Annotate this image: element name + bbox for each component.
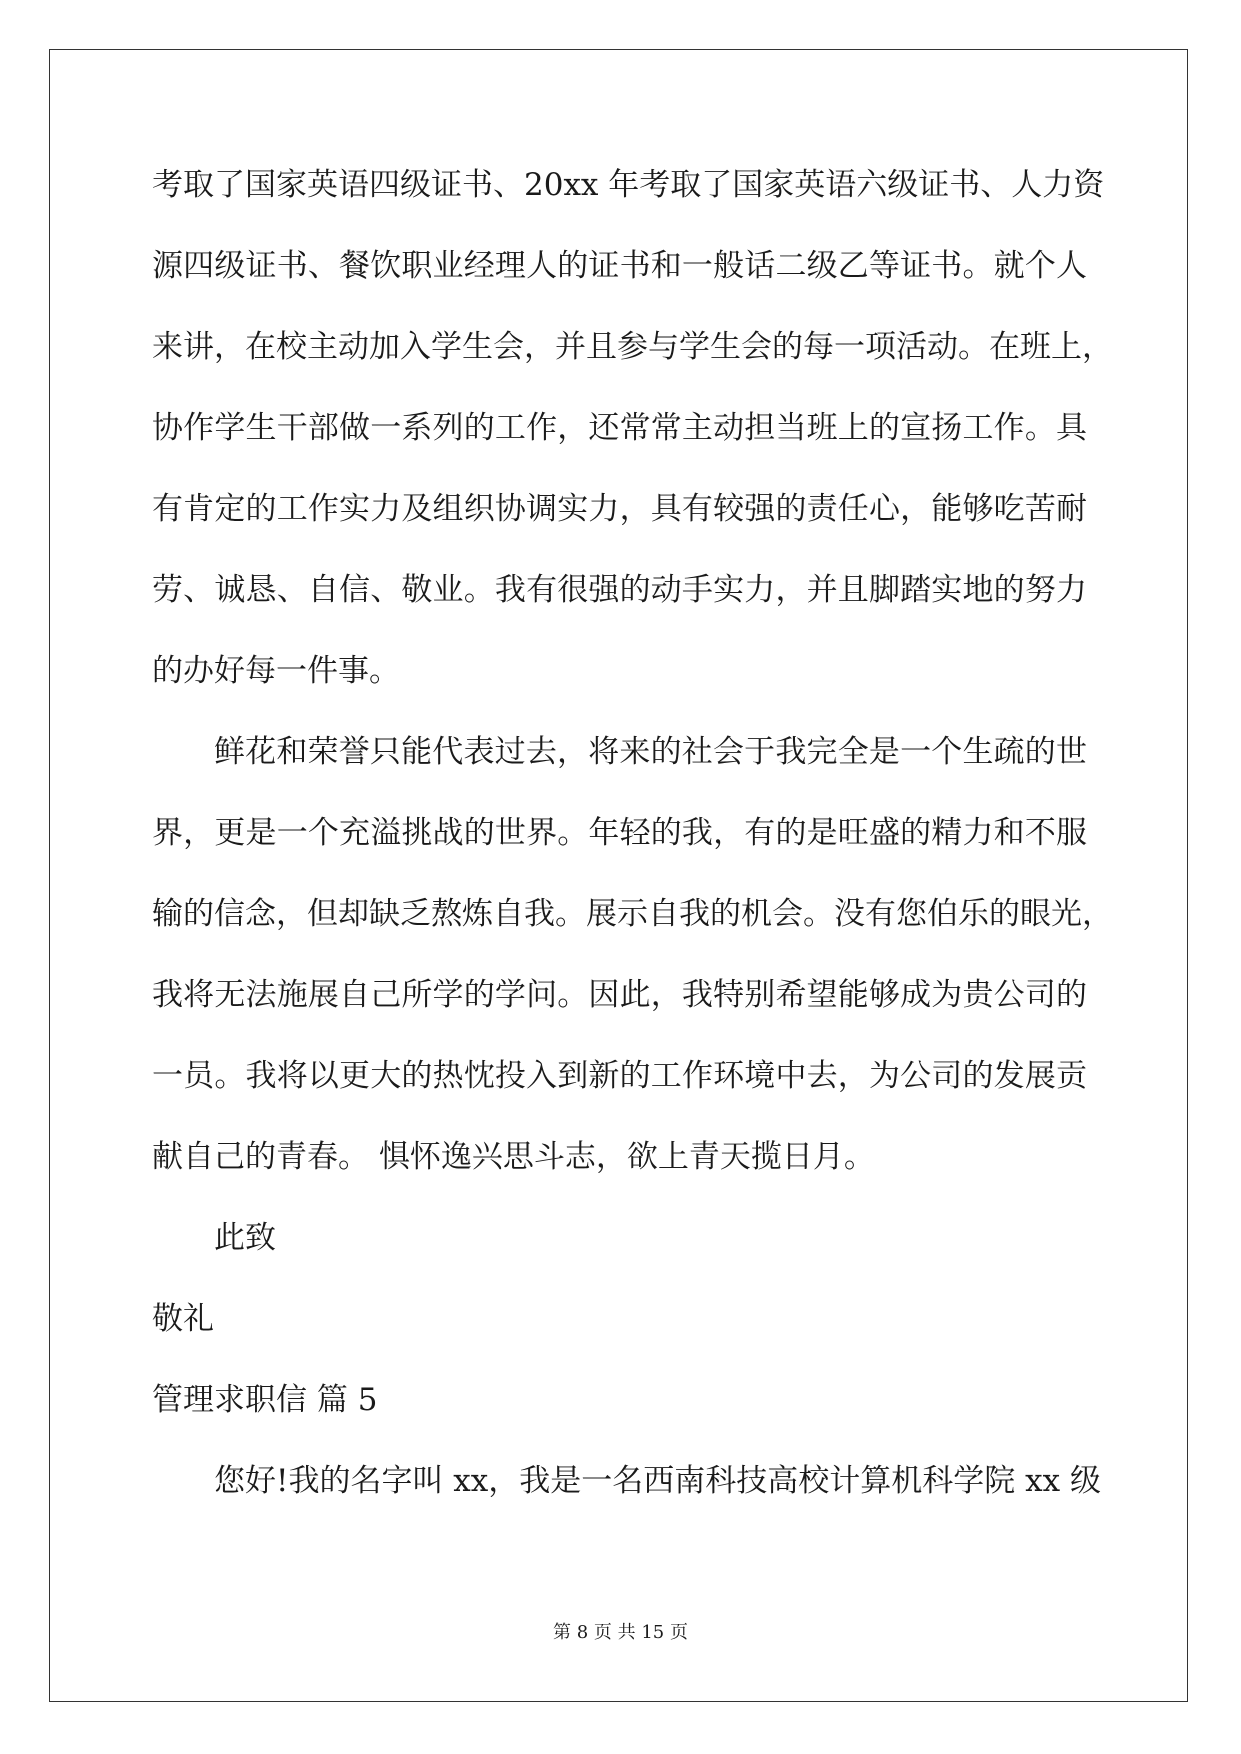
text-line: 来讲，在校主动加入学生会，并且参与学生会的每一项活动。在班上， [152,329,1113,365]
text-line: 一员。我将以更大的热忱投入到新的工作环境中去，为公司的发展贡 [152,1058,1087,1094]
text-line: 界，更是一个充溢挑战的世界。年轻的我，有的是旺盛的精力和不服 [152,815,1087,851]
text-line: 输的信念，但却缺乏熬炼自我。展示自我的机会。没有您伯乐的眼光， [152,896,1113,932]
document-body [152,158,1113,1535]
closing-regards: 敬礼 [152,1301,214,1337]
text-line: 考取了国家英语四级证书、20xx 年考取了国家英语六级证书、人力资 [152,167,1105,203]
text-line: 您好!我的名字叫 xx，我是一名西南科技高校计算机科学院 xx 级 [214,1463,1101,1499]
page-number: 第 8 页 共 15 页 [553,1622,688,1643]
text-line: 源四级证书、餐饮职业经理人的证书和一般话二级乙等证书。就个人 [152,248,1087,284]
text-line: 献自己的青春。 惧怀逸兴思斗志，欲上青天揽日月。 [152,1139,875,1175]
text-line: 协作学生干部做一系列的工作，还常常主动担当班上的宣扬工作。具 [152,410,1087,446]
text-line: 鲜花和荣誉只能代表过去，将来的社会于我完全是一个生疏的世 [214,734,1087,770]
text-line: 的办好每一件事。 [152,653,400,689]
text-line: 我将无法施展自己所学的学问。因此，我特别希望能够成为贵公司的 [152,977,1087,1013]
text-line: 劳、诚恳、自信、敬业。我有很强的动手实力，并且脚踏实地的努力 [152,572,1087,608]
section-title: 管理求职信 篇 5 [152,1382,378,1418]
closing-salutation: 此致 [214,1220,276,1256]
text-line: 有肯定的工作实力及组织协调实力，具有较强的责任心，能够吃苦耐 [152,491,1087,527]
